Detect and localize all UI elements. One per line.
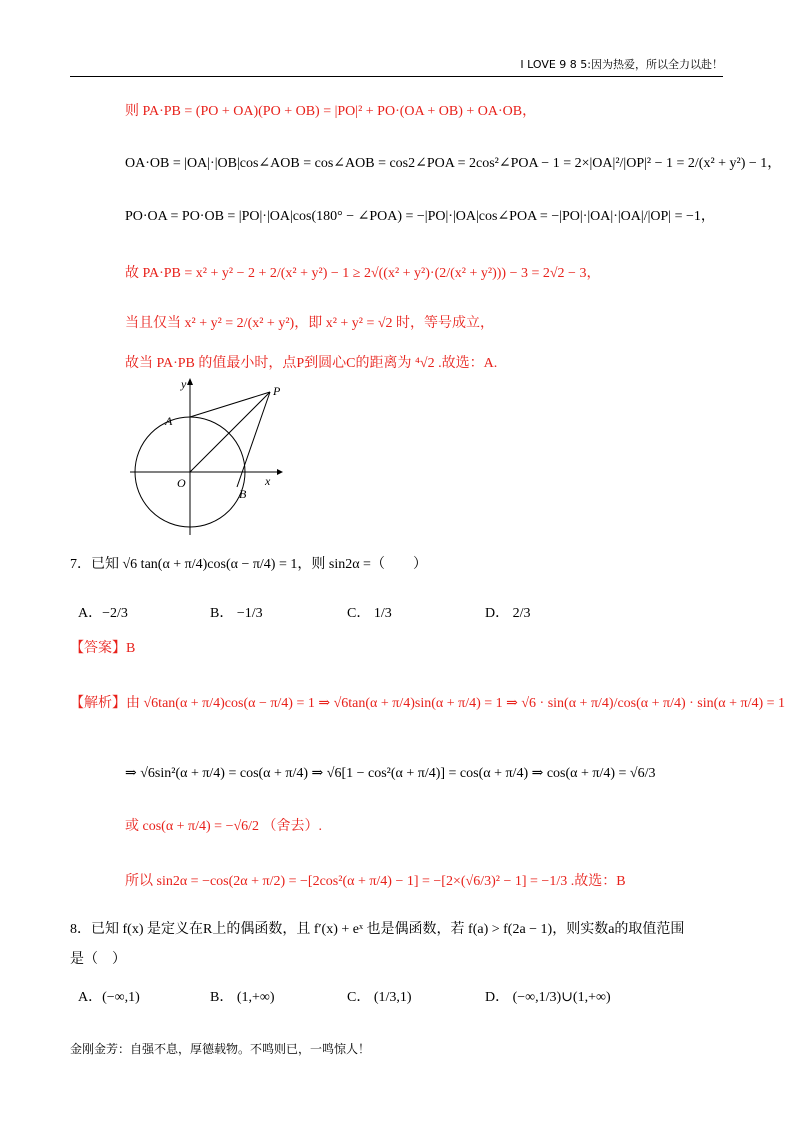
- solution-line-5: 当且仅当 x² + y² = 2/(x² + y²)，即 x² + y² = √2 时，等号成立，: [125, 316, 495, 331]
- tangent-PB: [237, 392, 270, 487]
- analysis-text-1: 由 √6tan(α + π/4)cos(α − π/4) = 1 ⇒ √6tan(α + π/4)sin(α + π/4) = 1 ⇒ √6 · sin(α + π/4)/cos(α + π/4) · sin(α + π/4) = 1: [126, 696, 786, 711]
- solution-line-3: PO·OA = PO·OB = |PO|·|OA|cos(180° − ∠POA) = −|PO|·|OA|cos∠POA = −|PO|·|OA|·|OA|/|OP| = −1，: [125, 209, 715, 224]
- label-O: O: [177, 476, 186, 490]
- q7-option-a: A．−2/3: [78, 606, 128, 621]
- solution-line-1: 则 PA·PB = (PO + OA)(PO + OB) = |PO|² + PO·(OA + OB) + OA·OB，: [125, 104, 537, 119]
- q7-option-b: B． −1/3: [210, 606, 263, 621]
- q7-analysis-line-4: 所以 sin2α = −cos(2α + π/2) = −[2cos²(α + π/4) − 1] = −[2×(√6/3)² − 1] = −1/3 .故选：B: [125, 874, 626, 889]
- q8-stem-line-2: 是（ ）: [70, 952, 126, 967]
- q7-analysis-line-2: ⇒ √6sin²(α + π/4) = cos(α + π/4) ⇒ √6[1 − cos²(α + π/4)] = cos(α + π/4) ⇒ cos(α + π/4) = √6/3: [125, 766, 656, 781]
- q7-stem: 7．已知 √6 tan(α + π/4)cos(α − π/4) = 1，则 sin2α =（ ）: [70, 557, 427, 572]
- q8-option-c: C． (1/3,1): [347, 990, 412, 1005]
- q7-option-c: C． 1/3: [347, 606, 392, 621]
- q7-answer: [70, 637, 135, 657]
- q8-option-b: B． (1,+∞): [210, 990, 275, 1005]
- q8-option-d: D． (−∞,1/3)∪(1,+∞): [485, 990, 611, 1005]
- label-P: P: [273, 384, 281, 398]
- solution-line-2: OA·OB = |OA|·|OB|cos∠AOB = cos∠AOB = cos2∠POA = 2cos²∠POA − 1 = 2×|OA|²/|OP|² − 1 = 2/(x² + y²) − 1，: [125, 156, 782, 171]
- page-header: I LOVE 9 8 5:因为热爱，所以全力以赴！: [70, 56, 723, 77]
- x-axis-arrow-icon: [277, 469, 283, 475]
- circle-tangent-diagram: [125, 375, 295, 540]
- label-x: x: [265, 474, 271, 488]
- y-axis-arrow-icon: [187, 378, 193, 385]
- answer-tag: 【答案】: [70, 641, 126, 656]
- page-footer: 金刚金芳：自强不息，厚德载物。不鸣则已，一鸣惊人！: [70, 1042, 371, 1056]
- label-B: B: [239, 487, 247, 501]
- label-y: y: [181, 377, 187, 391]
- q7-analysis-line-1: [70, 692, 785, 712]
- analysis-tag: 【解析】: [70, 696, 126, 711]
- q8-option-a: A．(−∞,1): [78, 990, 140, 1005]
- q7-option-d: D． 2/3: [485, 606, 531, 621]
- q8-stem-line-1: 8．已知 f(x) 是定义在R上的偶函数，且 f′(x) + eˣ 也是偶函数，若 f(a) > f(2a − 1)，则实数a的取值范围: [70, 922, 685, 937]
- solution-line-4: 故 PA·PB = x² + y² − 2 + 2/(x² + y²) − 1 ≥ 2√((x² + y²)·(2/(x² + y²))) − 3 = 2√2 − 3，: [125, 266, 601, 281]
- label-A: A: [165, 414, 173, 428]
- q7-analysis-line-3: 或 cos(α + π/4) = −√6/2 （舍去）.: [125, 819, 323, 834]
- answer-value: B: [126, 641, 136, 656]
- solution-line-6: 故当 PA·PB 的值最小时，点P到圆心C的距离为 ⁴√2 .故选：A.: [125, 356, 498, 371]
